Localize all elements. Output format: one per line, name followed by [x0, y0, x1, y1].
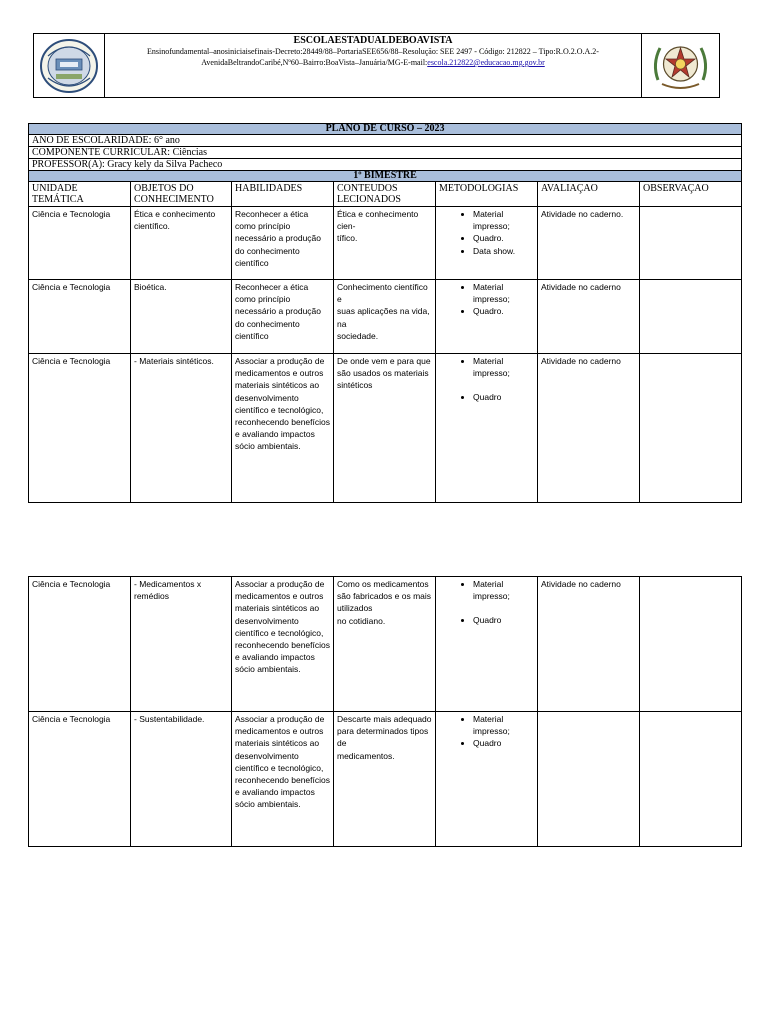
school-address-line: AvenidaBeltrandoCaribé,Nº60–Bairro:BoaVista–Januária/MG-E-mail:: [201, 58, 428, 67]
list-item: • Material impresso;: [473, 713, 534, 737]
cell-metodologias: [436, 577, 538, 712]
cell-objetos: Bioética.: [131, 280, 232, 354]
cell-unidade: Ciência e Tecnologia: [29, 280, 131, 354]
cell-objetos: - Medicamentos x remédios: [131, 577, 232, 712]
cell-observacao: [640, 280, 742, 354]
minas-gerais-crest-icon: [642, 34, 719, 97]
cell-unidade: Ciência e Tecnologia: [29, 712, 131, 847]
list-item: • Quadro: [473, 737, 534, 749]
methodology-list: [439, 208, 534, 257]
table-row: [29, 354, 742, 503]
cell-conteudos: Descarte mais adequado para determinados tipos de medicamentos.: [334, 712, 436, 847]
cell-observacao: [640, 712, 742, 847]
school-decree-line: Ensinofundamental–anosiniciaisefinais-Decreto:28449/88–PortariaSEE656/88–Resolução: SEE 2497 - Código: 212822 – Tipo:R.O.2.O.A.2-: [147, 47, 599, 56]
cell-unidade: Ciência e Tecnologia: [29, 577, 131, 712]
column-header-habilidades: HABILIDADES: [232, 182, 334, 207]
course-plan-table-continued: [28, 576, 742, 847]
methodology-list: [439, 355, 534, 404]
school-emblem-icon: [34, 34, 104, 97]
cell-unidade: Ciência e Tecnologia: [29, 207, 131, 280]
school-email-link[interactable]: escola.212822@educacao.mg.gov.br: [427, 58, 545, 67]
teacher-field: PROFESSOR(A): Gracy kely da Silva Pacheco: [29, 159, 742, 171]
cell-conteudos: De onde vem e para que são usados os materiais sintéticos: [334, 354, 436, 503]
cell-habilidades: Reconhecer a ética como princípio necessário a produção do conhecimento científico: [232, 280, 334, 354]
cell-objetos: - Sustentabilidade.: [131, 712, 232, 847]
list-item: • Material impresso;: [473, 281, 534, 305]
methodology-list: [439, 578, 534, 627]
cell-observacao: [640, 354, 742, 503]
list-item: • Quadro.: [473, 232, 534, 244]
cell-habilidades: Associar a produção de medicamentos e outros materiais sintéticos ao desenvolvimento científico e tecnológico, reconhecendo benefícios e avaliando impactos sócio ambientais.: [232, 712, 334, 847]
list-item: • Material impresso;: [473, 578, 534, 602]
cell-metodologias: [436, 207, 538, 280]
cell-metodologias: [436, 712, 538, 847]
cell-habilidades: Associar a produção de medicamentos e outros materiais sintéticos ao desenvolvimento científico e tecnológico, reconhecendo benefícios e avaliando impactos sócio ambientais.: [232, 354, 334, 503]
list-item: • Quadro: [473, 614, 534, 626]
table-row: [29, 712, 742, 847]
state-crest: [641, 34, 719, 97]
table-row: [29, 577, 742, 712]
school-logo: [34, 34, 105, 97]
column-header-objetos: OBJETOS DO CONHECIMENTO: [131, 182, 232, 207]
cell-observacao: [640, 577, 742, 712]
cell-unidade: Ciência e Tecnologia: [29, 354, 131, 503]
school-name: ESCOLAESTADUALDEBOAVISTA: [293, 35, 453, 46]
column-header-row: [29, 182, 742, 207]
cell-metodologias: [436, 280, 538, 354]
methodology-list: [439, 281, 534, 318]
school-header: [33, 33, 720, 98]
table-row: [29, 207, 742, 280]
cell-observacao: [640, 207, 742, 280]
cell-avaliacao: Atividade no caderno: [538, 280, 640, 354]
course-plan-table: [28, 123, 742, 503]
list-item: • Quadro: [473, 391, 534, 403]
column-header-metodologias: METODOLOGIAS: [436, 182, 538, 207]
cell-avaliacao: Atividade no caderno.: [538, 207, 640, 280]
school-details: [106, 46, 640, 68]
table-row: [29, 280, 742, 354]
cell-conteudos: Conhecimento científico e suas aplicações na vida, na sociedade.: [334, 280, 436, 354]
column-header-unidade: UNIDADE TEMÁTICA: [29, 182, 131, 207]
cell-objetos: Ética e conhecimento científico.: [131, 207, 232, 280]
list-item: • Material impresso;: [473, 355, 534, 379]
column-header-avaliacao: AVALIAÇAO: [538, 182, 640, 207]
column-header-observacao: OBSERVAÇAO: [640, 182, 742, 207]
cell-conteudos: Como os medicamentos são fabricados e os mais utilizados no cotidiano.: [334, 577, 436, 712]
methodology-list: [439, 713, 534, 750]
cell-habilidades: Associar a produção de medicamentos e outros materiais sintéticos ao desenvolvimento científico e tecnológico, reconhecendo benefícios e avaliando impactos sócio ambientais.: [232, 577, 334, 712]
bimester-title: 1º BIMESTRE: [29, 171, 742, 182]
list-item: • Data show.: [473, 245, 534, 257]
list-item: • Quadro.: [473, 305, 534, 317]
subject-field: COMPONENTE CURRICULAR: Ciências: [29, 147, 742, 159]
column-header-conteudos: CONTEUDOS LECIONADOS: [334, 182, 436, 207]
cell-habilidades: Reconhecer a ética como princípio necessário a produção do conhecimento científico: [232, 207, 334, 280]
cell-conteudos: Ética e conhecimento cien- tífico.: [334, 207, 436, 280]
cell-avaliacao: Atividade no caderno: [538, 577, 640, 712]
plan-title: PLANO DE CURSO – 2023: [29, 124, 742, 135]
list-item: • Material impresso;: [473, 208, 534, 232]
cell-metodologias: [436, 354, 538, 503]
cell-objetos: - Materiais sintéticos.: [131, 354, 232, 503]
cell-avaliacao: Atividade no caderno: [538, 354, 640, 503]
grade-field: ANO DE ESCOLARIDADE: 6° ano: [29, 135, 742, 147]
cell-avaliacao: [538, 712, 640, 847]
